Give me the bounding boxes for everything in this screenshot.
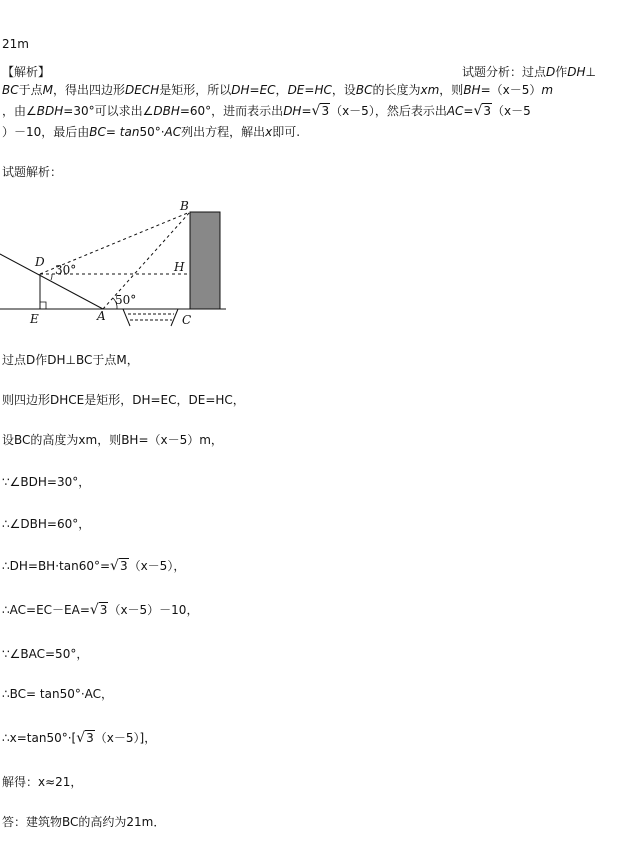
- step-1: 过点D作DH⊥BC于点M，: [2, 353, 139, 367]
- sqrt-3: √3: [76, 730, 94, 746]
- analysis-header: [462, 64, 596, 80]
- label-e: E: [30, 312, 39, 326]
- analysis-segment: 50°·: [139, 125, 165, 139]
- analysis-segment: √3: [473, 103, 492, 119]
- analysis-line-4: [2, 124, 300, 140]
- point-d-label: D: [546, 65, 556, 79]
- step-12: 答：建筑物BC的高约为21m．: [2, 815, 166, 829]
- step-7-lead: ∴AC=EC－EA=: [2, 603, 90, 617]
- pond-right: [171, 309, 178, 326]
- angle-label-50: 50°: [115, 293, 137, 307]
- analysis-segment: 于点: [18, 83, 43, 97]
- step-10-tail: （x－5）]，: [94, 731, 157, 745]
- analysis-header-text: 试题分析：过点: [462, 65, 547, 79]
- analysis-segment: x: [265, 125, 273, 139]
- step-5: ∴∠DBH=60°，: [2, 517, 91, 531]
- analysis-segment: （x－5）: [490, 83, 542, 97]
- sqrt-3: √3: [89, 602, 108, 618]
- step-6-lead: ∴DH=BH·tan60°=: [2, 559, 111, 573]
- angle-arc-30: [51, 274, 52, 280]
- analysis-segment: M: [42, 83, 53, 97]
- analysis-segment: ，: [275, 83, 288, 97]
- right-angle-mark: [40, 302, 46, 309]
- top-answer: 21m: [2, 37, 29, 51]
- step-8: ∵∠BAC=50°，: [2, 647, 89, 661]
- analysis-segment: BC: [355, 83, 373, 97]
- analysis-segment: ，由∠: [2, 104, 37, 118]
- analysis-segment: BC= tan: [89, 125, 140, 139]
- analysis-segment: （x－5: [492, 104, 531, 118]
- zuo-text: 作: [555, 65, 568, 79]
- analysis-segment: ，则: [439, 83, 464, 97]
- analysis-segment: DH=: [283, 104, 312, 118]
- step-10-lead: ∴x=tan50°·[: [2, 731, 77, 745]
- step-11: 解得：x≈21，: [2, 775, 83, 789]
- analysis-segment: 即可.: [272, 125, 301, 139]
- step-3: 设BC的高度为xm，则BH=（x－5）m，: [2, 433, 223, 447]
- step-4: ∵∠BDH=30°，: [2, 475, 91, 489]
- step-9: ∴BC= tan50°·AC，: [2, 687, 114, 701]
- analysis-segment: √3: [311, 103, 330, 119]
- analysis-segment: DBH: [153, 104, 180, 118]
- pond-left: [123, 309, 130, 326]
- label-h: H: [174, 260, 185, 274]
- step-6: [2, 558, 185, 574]
- label-b: B: [180, 199, 189, 213]
- step-6-tail: （x－5），: [128, 559, 186, 573]
- label-d: D: [35, 255, 45, 269]
- building-bc: [190, 212, 220, 309]
- analysis-segment: 列出方程，解出: [181, 125, 266, 139]
- analysis-segment: BC: [2, 83, 19, 97]
- sqrt-3: √3: [110, 558, 128, 574]
- analysis-segment: DE=HC: [287, 83, 332, 97]
- analysis-segment: DH=EC: [231, 83, 276, 97]
- analysis-segment: m: [541, 83, 554, 97]
- analysis-line-3: [2, 103, 531, 119]
- step-2: 则四边形DHCE是矩形，DH=EC，DE=HC，: [2, 393, 245, 407]
- solution-title: 试题解析：: [2, 165, 63, 179]
- analysis-segment: 是矩形，所以: [159, 83, 232, 97]
- slope-line: [0, 254, 103, 309]
- perp-symbol: ⊥: [585, 65, 596, 79]
- step-10: [2, 730, 156, 746]
- analysis-segment: DECH: [125, 83, 160, 97]
- analysis-segment: BDH: [36, 104, 64, 118]
- analysis-segment: ）－10，最后由: [2, 125, 90, 139]
- analysis-segment: AC=: [446, 104, 474, 118]
- analysis-segment: AC: [164, 125, 182, 139]
- analysis-segment: 的长度为: [372, 83, 421, 97]
- label-a: A: [97, 309, 106, 323]
- analysis-segment: =30°可以求出∠: [63, 104, 154, 118]
- dh-text: DH: [567, 65, 586, 79]
- step-7: [2, 602, 198, 618]
- analysis-segment: BH=: [463, 83, 491, 97]
- analysis-segment: xm: [420, 83, 440, 97]
- analysis-segment: （x－5），然后表示出: [330, 104, 447, 118]
- analysis-segment: ，得出四边形: [53, 83, 126, 97]
- geometry-diagram: [0, 196, 232, 334]
- label-c: C: [182, 313, 192, 327]
- step-7-tail: （x－5）－10，: [108, 603, 199, 617]
- analysis-line-2: [2, 82, 553, 98]
- analysis-segment: ，设: [331, 83, 356, 97]
- analysis-segment: =60°，进而表示出: [179, 104, 284, 118]
- angle-label-30: 30°: [55, 263, 77, 277]
- analysis-tag: 【解析】: [2, 65, 51, 79]
